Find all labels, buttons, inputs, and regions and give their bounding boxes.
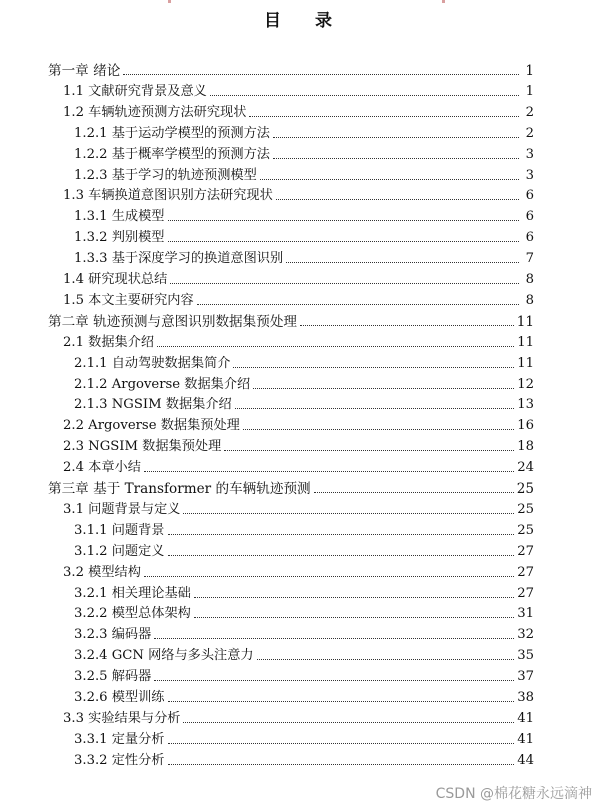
- toc-entry-page: 11: [516, 313, 534, 330]
- toc-entry-label: 2.1.3 NGSIM 数据集介绍: [74, 397, 232, 413]
- toc-entry-label: 第三章 基于 Transformer 的车辆轨迹预测: [48, 481, 311, 497]
- toc-entry-label: 1.2.2 基于概率学模型的预测方法: [74, 146, 270, 162]
- dot-leader: [168, 701, 515, 702]
- toc-entry-page: 44: [517, 752, 534, 768]
- toc-entry-label: 2.3 NGSIM 数据集预处理: [63, 439, 222, 455]
- toc-entry[interactable]: [63, 456, 534, 476]
- toc-entry-page: 6: [525, 209, 534, 225]
- dot-leader: [157, 346, 514, 347]
- dot-leader: [144, 471, 514, 472]
- dot-leader: [168, 743, 515, 744]
- toc-entry-page: 7: [525, 251, 534, 267]
- toc-entry[interactable]: [48, 477, 534, 497]
- toc-entry[interactable]: [74, 226, 534, 246]
- dot-leader: [144, 576, 514, 577]
- toc-entry[interactable]: [74, 143, 534, 163]
- toc-entry-page: 8: [525, 272, 534, 287]
- toc-entry-label: 3.2.2 模型总体架构: [74, 606, 191, 622]
- toc-entry-page: 8: [525, 292, 534, 308]
- toc-entry[interactable]: [63, 498, 534, 518]
- toc-entry[interactable]: [63, 414, 534, 434]
- dot-leader: [154, 680, 514, 681]
- toc-entry[interactable]: [63, 80, 534, 100]
- toc-entry-page: 11: [517, 334, 534, 350]
- dot-leader: [257, 659, 515, 660]
- toc-entry-label: 3.2.5 解码器: [74, 669, 152, 685]
- dot-leader: [168, 555, 515, 556]
- toc-entry-page: 13: [517, 397, 534, 413]
- toc-entry-page: 11: [517, 355, 534, 371]
- toc-entry-label: 2.2 Argoverse 数据集预处理: [63, 418, 240, 434]
- toc-entry-label: 2.4 本章小结: [63, 460, 141, 476]
- toc-entry-label: 3.2.6 模型训练: [74, 690, 165, 705]
- toc-entry[interactable]: [48, 310, 534, 330]
- dot-leader: [273, 158, 519, 159]
- toc-entry-page: 27: [517, 564, 534, 580]
- toc-entry[interactable]: [74, 540, 534, 560]
- toc-entry-page: 41: [517, 731, 534, 747]
- toc-entry-label: 1.3.3 基于深度学习的换道意图识别: [74, 251, 284, 267]
- toc-entry[interactable]: [74, 686, 534, 706]
- dot-leader: [276, 199, 519, 200]
- toc-entry-page: 24: [517, 460, 534, 476]
- dot-leader: [249, 116, 519, 117]
- dot-leader: [260, 179, 519, 180]
- toc-entry[interactable]: [74, 623, 534, 643]
- toc-entry-label: 1.5 本文主要研究内容: [63, 292, 194, 308]
- toc-entry-label: 1.2.3 基于学习的轨迹预测模型: [74, 167, 257, 183]
- toc-entry[interactable]: [74, 749, 534, 769]
- toc-entry-label: 1.3.2 判别模型: [74, 230, 165, 246]
- dot-leader: [235, 408, 515, 409]
- toc-entry[interactable]: [74, 373, 534, 393]
- toc-entry-label: 3.1.2 问题定义: [74, 543, 165, 559]
- toc-entry-page: 25: [517, 501, 534, 517]
- toc-entry-label: 第一章 绪论: [48, 63, 121, 79]
- toc-entry[interactable]: [48, 59, 534, 79]
- toc-entry-page: 41: [517, 710, 534, 726]
- toc-entry-page: 1: [525, 83, 534, 99]
- toc-entry-page: 12: [517, 376, 534, 392]
- toc-entry[interactable]: [74, 164, 534, 184]
- toc-entry-page: 3: [525, 167, 534, 183]
- toc-entry-page: 3: [525, 146, 534, 162]
- toc-entry[interactable]: [74, 602, 534, 622]
- toc-entry-page: 2: [525, 104, 534, 120]
- toc-entry-label: 3.2.3 编码器: [74, 627, 152, 643]
- toc-entry[interactable]: [63, 435, 534, 455]
- toc-entry-page: 18: [517, 439, 534, 455]
- toc-entry-label: 1.3 车辆换道意图识别方法研究现状: [63, 188, 273, 204]
- toc-entry-page: 37: [517, 669, 534, 685]
- toc-entry-label: 2.1 数据集介绍: [63, 334, 155, 350]
- toc-entry-page: 27: [517, 543, 534, 559]
- dot-leader: [194, 597, 514, 598]
- toc-entry-page: 38: [517, 690, 534, 705]
- dot-leader: [183, 722, 514, 723]
- toc-entry[interactable]: [63, 331, 534, 351]
- toc-entry-label: 3.2.4 GCN 网络与多头注意力: [74, 648, 254, 664]
- watermark: CSDN @棉花糖永远滴神: [435, 786, 592, 802]
- toc-entry-page: 1: [525, 63, 534, 79]
- toc-entry[interactable]: [63, 268, 534, 288]
- toc-entry-label: 1.3.1 生成模型: [74, 209, 165, 225]
- dot-leader: [123, 74, 519, 75]
- dot-leader: [168, 764, 515, 765]
- toc-entry[interactable]: [74, 352, 534, 372]
- dot-leader: [197, 304, 519, 305]
- toc-entry-page: 6: [525, 230, 534, 246]
- dot-leader: [154, 638, 514, 639]
- top-edge-marks: [0, 0, 610, 3]
- toc-entry[interactable]: [74, 393, 534, 413]
- toc-entry-label: 3.3.2 定性分析: [74, 752, 165, 768]
- toc-entry[interactable]: [74, 644, 534, 664]
- toc-entry-label: 1.4 研究现状总结: [63, 272, 168, 287]
- toc-entry[interactable]: [74, 665, 534, 685]
- dot-leader: [286, 262, 519, 263]
- toc-entry-label: 3.1.1 问题背景: [74, 522, 165, 538]
- dot-leader: [194, 617, 514, 618]
- dot-leader: [224, 450, 514, 451]
- dot-leader: [170, 283, 519, 284]
- dot-leader: [183, 513, 514, 514]
- toc-entry-label: 2.1.2 Argoverse 数据集介绍: [74, 376, 251, 392]
- toc-entry-page: 25: [516, 481, 534, 497]
- toc-entry[interactable]: [63, 101, 534, 121]
- dot-leader: [253, 388, 514, 389]
- toc-entry[interactable]: [74, 728, 534, 748]
- dot-leader: [314, 492, 514, 493]
- toc-entry-page: 6: [525, 188, 534, 204]
- toc-entry-label: 1.2.1 基于运动学模型的预测方法: [74, 125, 270, 141]
- toc-entry-label: 1.2 车辆轨迹预测方法研究现状: [63, 104, 247, 120]
- toc-entry-label: 3.2 模型结构: [63, 564, 141, 580]
- dot-leader: [168, 220, 520, 221]
- toc-entry-label: 3.2.1 相关理论基础: [74, 585, 191, 601]
- dot-leader: [168, 241, 520, 242]
- page-title: 目 录: [264, 11, 346, 31]
- toc-entry-page: 27: [517, 585, 534, 601]
- toc-entry[interactable]: [63, 289, 534, 309]
- dot-leader: [233, 367, 514, 368]
- toc-entry-label: 3.1 问题背景与定义: [63, 501, 181, 517]
- toc-entry-label: 2.1.1 自动驾驶数据集简介: [74, 355, 231, 371]
- toc-entry[interactable]: [63, 561, 534, 581]
- toc-entry-label: 第二章 轨迹预测与意图识别数据集预处理: [48, 313, 298, 330]
- toc-entry-page: 25: [517, 522, 534, 538]
- dot-leader: [243, 429, 514, 430]
- dot-leader: [273, 137, 519, 138]
- toc-entry[interactable]: [74, 582, 534, 602]
- toc-entry-page: 16: [517, 418, 534, 434]
- toc-entry-page: 31: [517, 606, 534, 622]
- toc-entry[interactable]: [63, 707, 534, 727]
- toc-entry-page: 32: [517, 627, 534, 643]
- dot-leader: [210, 95, 519, 96]
- toc-entry-page: 2: [525, 125, 534, 141]
- toc-entry[interactable]: [63, 184, 534, 204]
- toc-entry-label: 3.3 实验结果与分析: [63, 710, 181, 726]
- toc-entry-label: 3.3.1 定量分析: [74, 731, 165, 747]
- toc-entry-page: 35: [517, 648, 534, 664]
- toc-entry[interactable]: [74, 247, 534, 267]
- toc-entry-label: 1.1 文献研究背景及意义: [63, 83, 207, 99]
- toc-entry[interactable]: [74, 122, 534, 142]
- toc-entry[interactable]: [74, 205, 534, 225]
- dot-leader: [168, 534, 515, 535]
- dot-leader: [300, 325, 514, 326]
- toc-entry[interactable]: [74, 519, 534, 539]
